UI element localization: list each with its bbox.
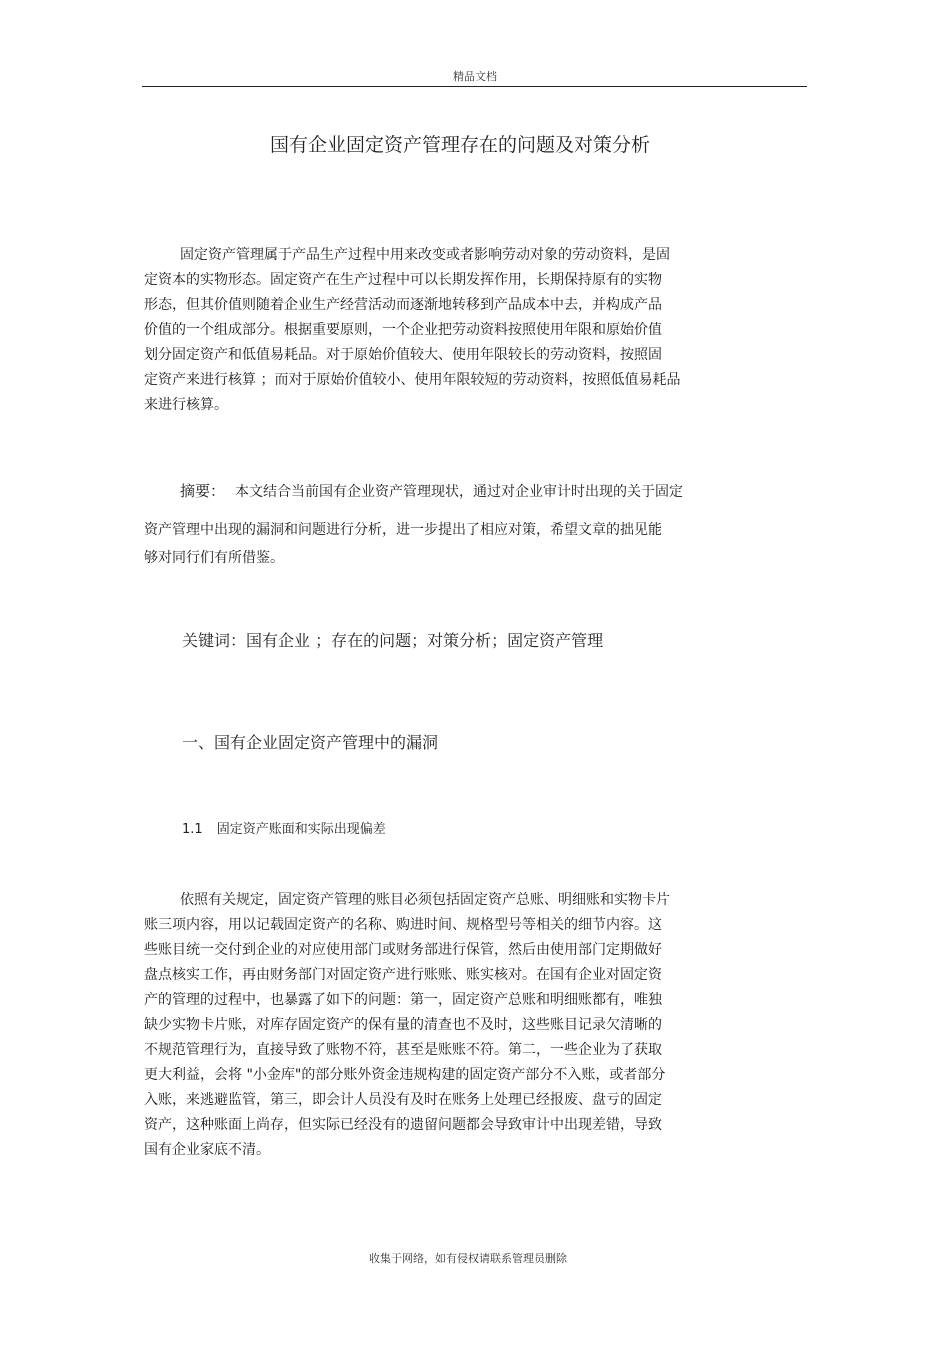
section-heading: 一、国有企业固定资产管理中的漏洞 [182,733,439,752]
keywords-line: 关键词：国有企业 ；存在的问题；对策分析；固定资产管理 [182,631,604,650]
abstract-label: 摘要： [180,482,226,500]
header-divider [142,86,807,87]
body-line: 更大利益，会将 "小金库"的部分账外资金违规构建的固定资产部分不入账，或者部分 [144,1067,666,1083]
intro-line: 形态，但其价值则随着企业生产经营活动而逐渐地转移到产品成本中去，并构成产品 [144,297,662,313]
body-line: 依照有关规定，固定资产管理的账目必须包括固定资产总账、明细账和实物卡片 [180,892,670,908]
intro-line: 价值的一个组成部分。根据重要原则，一个企业把劳动资料按照使用年限和原始价值 [144,322,662,338]
document-title: 国有企业固定资产管理存在的问题及对策分析 [269,134,650,156]
body-line: 入账，来逃避监管，第三，即会计人员没有及时在账务上处理已经报废、盘亏的固定 [144,1092,662,1108]
abstract-text: 本文结合当前国有企业资产管理现状，通过对企业审计时出现的关于固定 [235,484,684,500]
page-header-label: 精品文档 [453,70,497,83]
body-line: 产的管理的过程中，也暴露了如下的问题：第一，固定资产总账和明细账都有，唯独 [144,992,662,1008]
abstract-first-line [180,480,683,503]
subsection-heading [182,818,386,837]
abstract-line: 够对同行们有所借鉴。 [144,550,284,566]
page-footer: 收集于网络，如有侵权请联系管理员删除 [369,1252,567,1265]
intro-paragraph [144,243,758,418]
body-line: 账三项内容，用以记载固定资产的名称、购进时间、规格型号等相关的细节内容。这 [144,917,662,933]
intro-line: 固定资产管理属于产品生产过程中用来改变或者影响劳动对象的劳动资料，是固 [180,247,670,263]
body-line: 国有企业家底不清。 [144,1142,270,1158]
intro-line: 定资本的实物形态。固定资产在生产过程中可以长期发挥作用，长期保持原有的实物 [144,272,662,288]
body-line: 盘点核实工作，再由财务部门对固定资产进行账账、账实核对。在国有企业对固定资 [144,967,662,983]
intro-line: 来进行核算。 [144,397,228,413]
subsection-title: 固定资产账面和实际出现偏差 [216,822,386,837]
body-line: 缺少实物卡片账，对库存固定资产的保有量的清查也不及时，这些账目记录欠清晰的 [144,1017,662,1033]
body-line: 资产，这种账面上尚存，但实际已经没有的遗留问题都会导致审计中出现差错，导致 [144,1117,662,1133]
intro-line: 划分固定资产和低值易耗品。对于原始价值较大、使用年限较长的劳动资料，按照固 [144,347,662,363]
abstract-line: 资产管理中出现的漏洞和问题进行分析，进一步提出了相应对策，希望文章的拙见能 [144,522,662,538]
intro-line: 定资产来进行核算 ；而对于原始价值较小、使用年限较短的劳动资料，按照低值易耗品 [144,372,681,388]
subsection-number: 1.1 [182,822,203,837]
body-line: 些账目统一交付到企业的对应使用部门或财务部进行保管，然后由使用部门定期做好 [144,942,662,958]
body-line: 不规范管理行为，直接导致了账物不符，甚至是账账不符。第二，一些企业为了获取 [144,1042,662,1058]
abstract-body [144,516,662,572]
body-paragraph [144,888,758,1163]
